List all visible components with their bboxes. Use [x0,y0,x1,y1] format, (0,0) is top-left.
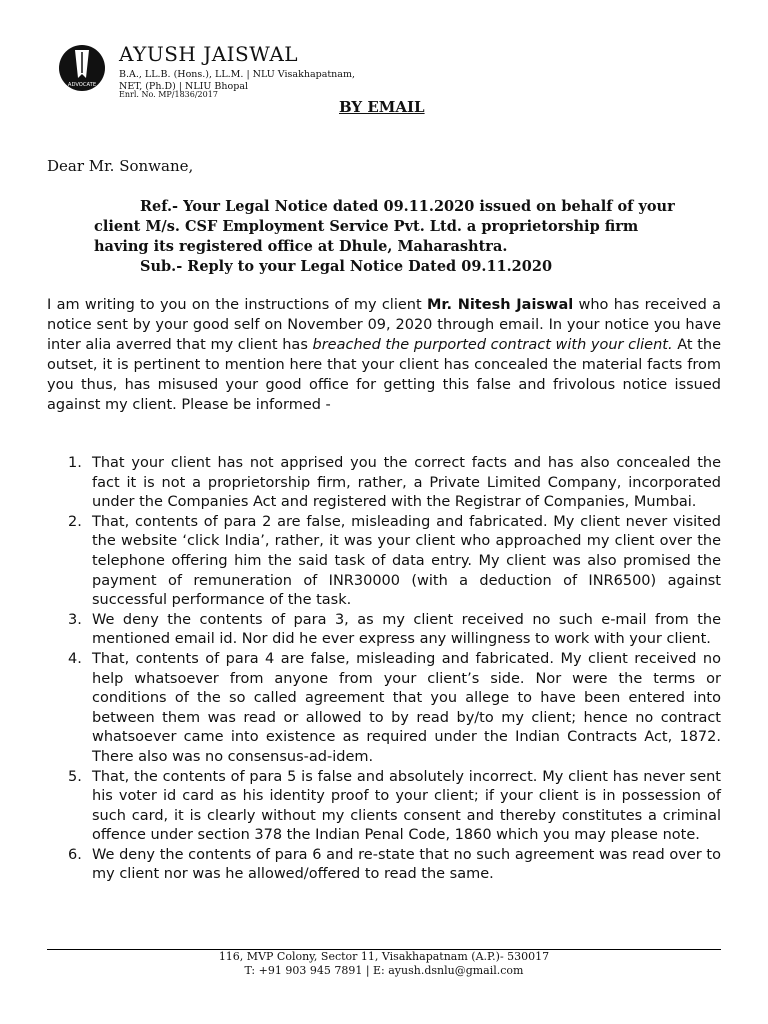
list-item [68,513,721,611]
letterhead-enrolment: Enrl. No. MP/1836/2017 [119,90,218,99]
logo-text: ADVOCATE [67,82,97,88]
intro-text: At the outset, it is pertinent to mention here that your client has concealed the material facts from you thus, has misused your good office for getting this false and frivolous notice issued against my client. Please be informed - [47,337,722,413]
list-item [68,650,721,768]
footer [0,950,768,978]
point-text: That, the contents of para 5 is false and absolutely incorrect. My client has never sent his voter id card as his identity proof to your client; if your client is in possession of such card, it is clearly without my clients consent and thereby constitutes a criminal offence under section 378 the Indian Penal Code, 1860 which you may please note. [92,768,721,844]
footer-contact: T: +91 903 945 7891 | E: ayush.dsnlu@gmail.com [244,964,524,977]
list-item [68,846,721,885]
list-item [68,768,721,846]
reference-block [94,197,720,277]
point-number: 5. [68,768,82,785]
list-item [68,611,721,650]
letterhead-qualifications: B.A., LL.B. (Hons.), LL.M. | NLU Visakhapatnam, NET, (Ph.D) | NLIU Bhopal [119,69,355,92]
point-text: We deny the contents of para 6 and re-state that no such agreement was read over to my client nor was he allowed/offered to read the same. [92,846,721,883]
intro-paragraph [47,295,721,415]
subject-line: Sub.- Reply to your Legal Notice Dated 09.11.2020 [140,258,553,275]
point-number: 2. [68,513,82,530]
intro-italic-text: breached the purported contract with your client. [312,337,673,353]
point-text: We deny the contents of para 3, as my client received no such e-mail from the mentioned email id. Nor did he ever express any willingness to work with your client. [92,611,721,648]
point-text: That, contents of para 4 are false, misleading and fabricated. My client received no help whatsoever from anyone from your client’s side. Nor were the terms or conditions of the so called agreement that you allege to have been entered into between them was read or allowed to by read by/to my client; hence no contract whatsoever came into existence as required under the Indian Contracts Act, 1872. There also was no consensus-ad-idem. [92,650,721,765]
ref-line: Ref.- Your Legal Notice dated 09.11.2020 issued on behalf of your [140,198,675,215]
point-text: That, contents of para 2 are false, misleading and fabricated. My client never visited the website ‘click India’, rather, it was your client who approached my client over the telephone offering him the said task of data entry. My client was also promised the payment of remuneration of INR30000 (with a deduction of INR6500) against successful performance of the task. [92,513,721,609]
advocate-band-icon [58,44,106,92]
list-item [68,454,721,513]
delivery-mode-heading: BY EMAIL [339,98,425,116]
numbered-points-list [68,454,721,885]
point-text: That your client has not apprised you the correct facts and has also concealed the fact it is not a proprietorship firm, rather, a Private Limited Company, incorporated under the Companies Act and registered with the Registrar of Companies, Mumbai. [92,455,721,511]
point-number: 1. [68,455,82,471]
footer-address: 116, MVP Colony, Sector 11, Visakhapatnam (A.P.)- 530017 [218,950,550,963]
intro-text: who has received a notice sent by your good self on November 09, 2020 through email. In your notice you have inter alia averred that my client has [47,297,722,353]
intro-text: I am writing to you on the instructions of my client [47,297,427,313]
letterhead-name: AYUSH JAISWAL [119,42,299,66]
point-number: 3. [68,611,82,628]
point-number: 6. [68,846,82,863]
client-name: Mr. Nitesh Jaiswal [426,297,574,313]
ref-line: having its registered office at Dhule, Maharashtra. [94,238,508,255]
salutation: Dear Mr. Sonwane, [47,157,194,175]
point-number: 4. [68,650,82,667]
ref-line: client M/s. CSF Employment Service Pvt. Ltd. a proprietorship firm [94,218,639,235]
